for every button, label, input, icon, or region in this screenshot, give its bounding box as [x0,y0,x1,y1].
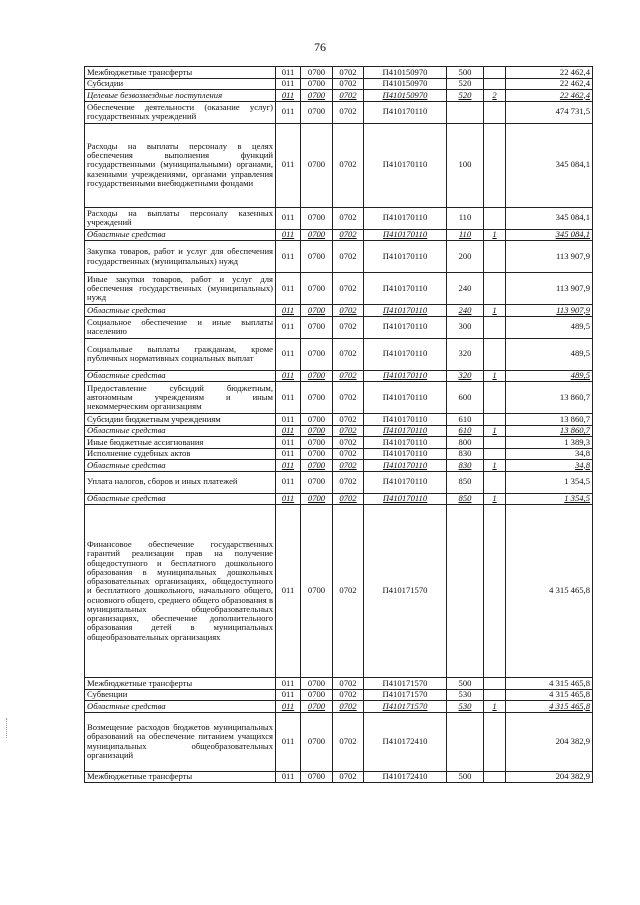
cell-section: 0700 [301,273,333,305]
cell-section: 0700 [301,90,333,102]
table-row [85,90,593,102]
cell-source [484,678,506,690]
cell-grbs: 011 [276,338,301,370]
cell-subsection: 0702 [333,338,364,370]
cell-section: 0700 [301,493,333,505]
cell-name: Областные средства [85,701,276,713]
cell-source [484,382,506,414]
cell-amount: 113 907,9 [506,273,593,305]
cell-grbs: 011 [276,448,301,460]
table-row [85,370,593,382]
cell-subsection: 0702 [333,425,364,437]
cell-grbs: 011 [276,712,301,771]
cell-name: Областные средства [85,493,276,505]
cell-subsection: 0702 [333,229,364,241]
cell-subsection: 0702 [333,689,364,701]
cell-amount: 204 382,9 [506,712,593,771]
cell-expense-type: 600 [447,382,484,414]
cell-grbs: 011 [276,241,301,273]
cell-grbs: 011 [276,316,301,338]
table-row [85,448,593,460]
cell-amount: 13 860,7 [506,414,593,426]
cell-subsection: 0702 [333,701,364,713]
cell-source [484,471,506,493]
cell-target-article: П410170110 [364,414,447,426]
table-row [85,425,593,437]
cell-target-article: П410170110 [364,229,447,241]
cell-source [484,241,506,273]
cell-amount: 22 462,4 [506,67,593,79]
table-row [85,382,593,414]
cell-expense-type: 500 [447,678,484,690]
cell-expense-type: 320 [447,370,484,382]
cell-section: 0700 [301,207,333,229]
cell-section: 0700 [301,305,333,317]
cell-subsection: 0702 [333,305,364,317]
cell-target-article: П410170110 [364,437,447,449]
cell-section: 0700 [301,505,333,678]
cell-subsection: 0702 [333,382,364,414]
cell-name: Областные средства [85,425,276,437]
cell-source [484,101,506,123]
table-row [85,273,593,305]
cell-target-article: П410170110 [364,460,447,472]
cell-name: Закупка товаров, работ и услуг для обеспечения государственных (муниципальных) нужд [85,241,276,273]
cell-section: 0700 [301,229,333,241]
cell-expense-type: 530 [447,701,484,713]
cell-section: 0700 [301,448,333,460]
margin-mark [6,718,9,738]
cell-amount: 34,8 [506,460,593,472]
cell-name: Иные закупки товаров, работ и услуг для обеспечения государственных (муниципальных) нужд [85,273,276,305]
cell-name: Субвенции [85,689,276,701]
cell-target-article: П410170110 [364,382,447,414]
cell-name: Областные средства [85,229,276,241]
cell-section: 0700 [301,101,333,123]
cell-target-article: П410170110 [364,370,447,382]
cell-expense-type: 610 [447,425,484,437]
cell-target-article: П410170110 [364,316,447,338]
cell-grbs: 011 [276,493,301,505]
cell-expense-type: 110 [447,207,484,229]
cell-amount: 489,5 [506,316,593,338]
cell-amount: 489,5 [506,338,593,370]
cell-expense-type: 320 [447,338,484,370]
cell-subsection: 0702 [333,78,364,90]
cell-name: Субсидии бюджетным учреждениям [85,414,276,426]
cell-target-article: П410170110 [364,425,447,437]
cell-expense-type: 300 [447,316,484,338]
cell-source [484,437,506,449]
cell-source: 1 [484,305,506,317]
table-row [85,437,593,449]
cell-grbs: 011 [276,460,301,472]
cell-grbs: 011 [276,505,301,678]
cell-expense-type [447,505,484,678]
cell-name: Социальное обеспечение и иные выплаты населению [85,316,276,338]
table-row [85,338,593,370]
cell-name: Межбюджетные трансферты [85,67,276,79]
cell-subsection: 0702 [333,437,364,449]
cell-name: Финансовое обеспечение государственных гарантий реализации прав на получение общедоступного и бесплатного дошкольного образования в муниципальных дошкольных образовательных организациях, общедоступного и бесплатного дошкольного, начального общего, основного общего, среднего общего образования в муниципальных общеобразовательных организациях, обеспечение дополнительного образования детей в муниципальных общеобразовательных организациях [85,505,276,678]
cell-subsection: 0702 [333,67,364,79]
cell-expense-type: 200 [447,241,484,273]
cell-source: 1 [484,229,506,241]
cell-target-article: П410170110 [364,493,447,505]
cell-subsection: 0702 [333,448,364,460]
cell-name: Предоставление субсидий бюджетным, автономным учреждениям и иным некоммерческим организациям [85,382,276,414]
cell-expense-type: 850 [447,493,484,505]
cell-target-article: П410172410 [364,771,447,783]
budget-table [84,66,593,783]
cell-name: Расходы на выплаты персоналу в целях обеспечения выполнения функций государственными (муниципальными) органами, казенными учреждениями, органами управления государственными внебюджетными фондами [85,123,276,207]
cell-name: Субсидии [85,78,276,90]
table-row [85,241,593,273]
cell-source: 1 [484,425,506,437]
cell-section: 0700 [301,460,333,472]
cell-source [484,689,506,701]
cell-section: 0700 [301,241,333,273]
cell-amount: 113 907,9 [506,241,593,273]
cell-amount: 22 462,4 [506,78,593,90]
cell-subsection: 0702 [333,414,364,426]
cell-name: Межбюджетные трансферты [85,678,276,690]
cell-amount: 4 315 465,8 [506,505,593,678]
cell-source [484,505,506,678]
cell-section: 0700 [301,123,333,207]
cell-expense-type: 500 [447,771,484,783]
cell-target-article: П410170110 [364,101,447,123]
cell-name: Уплата налогов, сборов и иных платежей [85,471,276,493]
cell-subsection: 0702 [333,771,364,783]
table-row [85,771,593,783]
cell-expense-type: 100 [447,123,484,207]
cell-source: 1 [484,493,506,505]
cell-amount: 13 860,7 [506,425,593,437]
cell-amount: 1 354,5 [506,471,593,493]
cell-grbs: 011 [276,678,301,690]
cell-section: 0700 [301,78,333,90]
cell-target-article: П410170110 [364,273,447,305]
cell-source: 2 [484,90,506,102]
cell-subsection: 0702 [333,460,364,472]
cell-source [484,712,506,771]
cell-name: Межбюджетные трансферты [85,771,276,783]
cell-source [484,78,506,90]
cell-source [484,414,506,426]
cell-source [484,338,506,370]
cell-target-article: П410170110 [364,471,447,493]
table-row [85,123,593,207]
cell-subsection: 0702 [333,273,364,305]
cell-grbs: 011 [276,689,301,701]
cell-subsection: 0702 [333,370,364,382]
cell-name: Областные средства [85,305,276,317]
cell-expense-type [447,712,484,771]
table-row [85,207,593,229]
table-row [85,712,593,771]
cell-grbs: 011 [276,471,301,493]
cell-section: 0700 [301,67,333,79]
cell-expense-type [447,101,484,123]
cell-section: 0700 [301,370,333,382]
cell-section: 0700 [301,712,333,771]
cell-amount: 345 084,1 [506,229,593,241]
table-row [85,678,593,690]
cell-expense-type: 850 [447,471,484,493]
cell-expense-type: 240 [447,305,484,317]
cell-expense-type: 500 [447,67,484,79]
cell-amount: 1 389,3 [506,437,593,449]
cell-name: Целевые безвозмездные поступления [85,90,276,102]
cell-section: 0700 [301,689,333,701]
table-row [85,689,593,701]
table-row [85,78,593,90]
table-body [85,67,593,783]
cell-target-article: П410170110 [364,241,447,273]
cell-subsection: 0702 [333,678,364,690]
cell-target-article: П410170110 [364,448,447,460]
cell-grbs: 011 [276,229,301,241]
cell-source [484,123,506,207]
cell-grbs: 011 [276,90,301,102]
cell-expense-type: 830 [447,448,484,460]
cell-name: Возмещение расходов бюджетов муниципальных образований на обеспечение питанием учащихся муниципальных общеобразовательных организаций [85,712,276,771]
cell-section: 0700 [301,316,333,338]
cell-subsection: 0702 [333,493,364,505]
cell-name: Иные бюджетные ассигнования [85,437,276,449]
cell-expense-type: 530 [447,689,484,701]
table-row [85,701,593,713]
cell-source [484,771,506,783]
table-row [85,414,593,426]
cell-expense-type: 110 [447,229,484,241]
cell-grbs: 011 [276,382,301,414]
cell-subsection: 0702 [333,316,364,338]
cell-subsection: 0702 [333,505,364,678]
cell-subsection: 0702 [333,712,364,771]
cell-grbs: 011 [276,207,301,229]
cell-source: 1 [484,701,506,713]
cell-grbs: 011 [276,305,301,317]
table-row [85,460,593,472]
cell-target-article: П410171570 [364,701,447,713]
cell-name: Социальные выплаты гражданам, кроме публичных нормативных социальных выплат [85,338,276,370]
cell-section: 0700 [301,678,333,690]
cell-amount: 204 382,9 [506,771,593,783]
cell-section: 0700 [301,701,333,713]
cell-section: 0700 [301,414,333,426]
cell-target-article: П410170110 [364,305,447,317]
cell-target-article: П410170110 [364,338,447,370]
cell-name: Областные средства [85,370,276,382]
cell-grbs: 011 [276,78,301,90]
cell-grbs: 011 [276,123,301,207]
table-row [85,67,593,79]
cell-subsection: 0702 [333,471,364,493]
cell-grbs: 011 [276,273,301,305]
cell-target-article: П410171570 [364,689,447,701]
cell-target-article: П410150970 [364,67,447,79]
cell-expense-type: 520 [447,78,484,90]
cell-amount: 22 462,4 [506,90,593,102]
cell-section: 0700 [301,382,333,414]
cell-grbs: 011 [276,437,301,449]
cell-amount: 1 354,5 [506,493,593,505]
table-row [85,305,593,317]
cell-grbs: 011 [276,701,301,713]
cell-name: Областные средства [85,460,276,472]
cell-source: 1 [484,460,506,472]
cell-target-article: П410170110 [364,123,447,207]
cell-subsection: 0702 [333,101,364,123]
page-number: 76 [314,40,326,54]
cell-name: Расходы на выплаты персоналу казенных учреждений [85,207,276,229]
cell-grbs: 011 [276,414,301,426]
cell-grbs: 011 [276,67,301,79]
cell-amount: 34,8 [506,448,593,460]
cell-name: Исполнение судебных актов [85,448,276,460]
cell-grbs: 011 [276,425,301,437]
cell-amount: 113 907,9 [506,305,593,317]
cell-amount: 4 315 465,8 [506,678,593,690]
cell-source: 1 [484,370,506,382]
cell-amount: 345 084,1 [506,207,593,229]
cell-source [484,448,506,460]
cell-target-article: П410150970 [364,90,447,102]
cell-grbs: 011 [276,370,301,382]
cell-source [484,67,506,79]
cell-target-article: П410171570 [364,678,447,690]
cell-source [484,273,506,305]
cell-expense-type: 240 [447,273,484,305]
cell-amount: 13 860,7 [506,382,593,414]
cell-subsection: 0702 [333,123,364,207]
cell-amount: 489,5 [506,370,593,382]
cell-source [484,316,506,338]
cell-expense-type: 800 [447,437,484,449]
table-row [85,229,593,241]
cell-expense-type: 830 [447,460,484,472]
cell-target-article: П410171570 [364,505,447,678]
cell-source [484,207,506,229]
cell-subsection: 0702 [333,90,364,102]
table-row [85,505,593,678]
cell-target-article: П410150970 [364,78,447,90]
cell-target-article: П410170110 [364,207,447,229]
cell-amount: 4 315 465,8 [506,701,593,713]
table-row [85,471,593,493]
cell-section: 0700 [301,771,333,783]
cell-target-article: П410172410 [364,712,447,771]
cell-subsection: 0702 [333,241,364,273]
cell-amount: 4 315 465,8 [506,689,593,701]
cell-grbs: 011 [276,101,301,123]
cell-grbs: 011 [276,771,301,783]
cell-expense-type: 610 [447,414,484,426]
cell-amount: 474 731,5 [506,101,593,123]
table-row [85,316,593,338]
cell-expense-type: 520 [447,90,484,102]
table-row [85,101,593,123]
cell-name: Обеспечение деятельности (оказание услуг) государственных учреждений [85,101,276,123]
cell-amount: 345 084,1 [506,123,593,207]
table-row [85,493,593,505]
cell-section: 0700 [301,437,333,449]
cell-section: 0700 [301,425,333,437]
cell-section: 0700 [301,471,333,493]
cell-subsection: 0702 [333,207,364,229]
cell-section: 0700 [301,338,333,370]
